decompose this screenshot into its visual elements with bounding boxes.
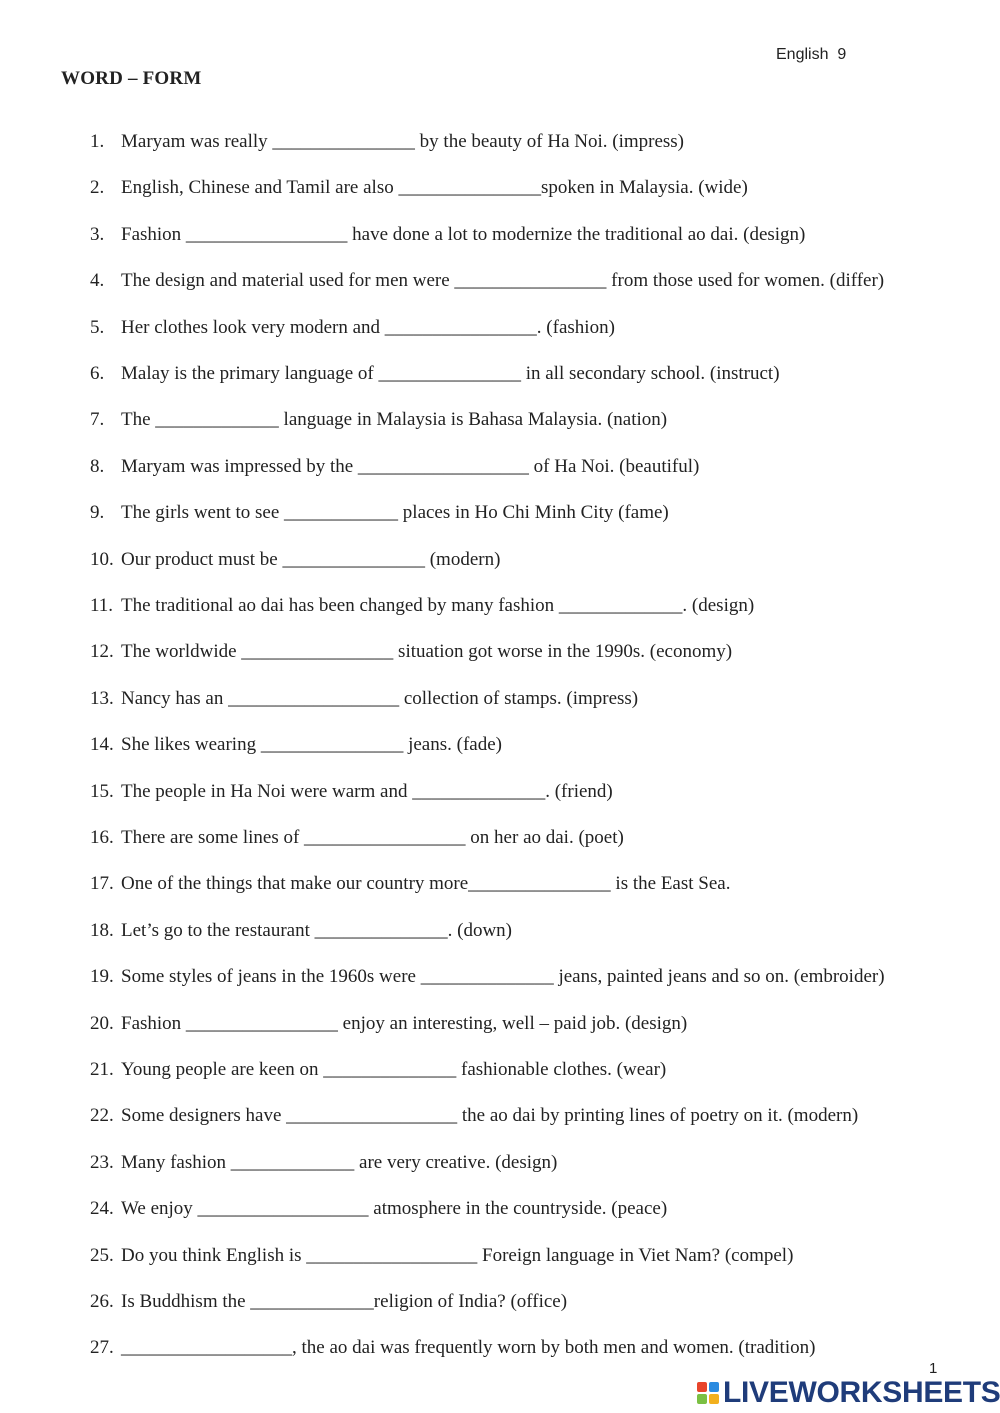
exercise-item xyxy=(90,687,990,711)
item-number: 1. xyxy=(90,131,105,152)
exercise-item xyxy=(90,826,990,850)
logo-square xyxy=(709,1394,719,1404)
item-sentence: English, Chinese and Tamil are also _______________spoken in Malaysia. (wide) xyxy=(121,177,748,198)
item-number: 22. xyxy=(90,1105,114,1126)
item-sentence: The worldwide ________________ situation got worse in the 1990s. (economy) xyxy=(121,641,733,662)
exercise-item xyxy=(90,1336,990,1360)
item-sentence: __________________, the ao dai was frequently worn by both men and women. (tradition) xyxy=(121,1337,816,1358)
exercise-item xyxy=(90,1104,990,1128)
item-sentence: Fashion _________________ have done a lot to modernize the traditional ao dai. (design) xyxy=(121,224,806,245)
item-sentence: We enjoy __________________ atmosphere in the countryside. (peace) xyxy=(121,1198,668,1219)
item-sentence: There are some lines of _________________ on her ao dai. (poet) xyxy=(121,827,624,848)
exercise-item xyxy=(90,130,990,154)
item-sentence: Her clothes look very modern and ________________. (fashion) xyxy=(121,317,615,338)
item-number: 18. xyxy=(90,920,114,941)
exercise-item xyxy=(90,1012,990,1036)
item-sentence: The traditional ao dai has been changed by many fashion _____________. (design) xyxy=(121,595,755,616)
item-number: 27. xyxy=(90,1337,114,1358)
exercise-item xyxy=(90,176,990,200)
exercise-item xyxy=(90,1244,990,1268)
item-sentence: Our product must be _______________ (modern) xyxy=(121,549,501,570)
item-sentence: Maryam was impressed by the __________________ of Ha Noi. (beautiful) xyxy=(121,456,700,477)
item-sentence: Young people are keen on ______________ fashionable clothes. (wear) xyxy=(121,1059,667,1080)
logo-square xyxy=(709,1382,719,1392)
item-sentence: The design and material used for men were ________________ from those used for women. (differ) xyxy=(121,270,885,291)
exercise-item xyxy=(90,780,990,804)
item-number: 26. xyxy=(90,1291,114,1312)
item-sentence: Maryam was really _______________ by the beauty of Ha Noi. (impress) xyxy=(121,131,685,152)
item-number: 8. xyxy=(90,456,105,477)
item-number: 10. xyxy=(90,549,114,570)
item-number: 13. xyxy=(90,688,114,709)
item-number: 5. xyxy=(90,317,105,338)
item-number: 6. xyxy=(90,363,105,384)
logo-square xyxy=(697,1382,707,1392)
exercise-item xyxy=(90,548,990,572)
item-sentence: Many fashion _____________ are very creative. (design) xyxy=(121,1152,558,1173)
item-number: 21. xyxy=(90,1059,114,1080)
exercise-item xyxy=(90,640,990,664)
item-number: 14. xyxy=(90,734,114,755)
exercise-item xyxy=(90,594,990,618)
subject-label: English 9 xyxy=(776,46,847,63)
liveworksheets-logo[interactable] xyxy=(697,1376,1000,1410)
exercise-item xyxy=(90,316,990,340)
item-number: 11. xyxy=(90,595,114,616)
item-number: 16. xyxy=(90,827,114,848)
logo-square xyxy=(697,1394,707,1404)
item-number: 7. xyxy=(90,409,105,430)
item-number: 20. xyxy=(90,1013,114,1034)
page-number: 1 xyxy=(929,1360,938,1377)
item-sentence: The girls went to see ____________ places in Ho Chi Minh City (fame) xyxy=(121,502,669,523)
exercise-item xyxy=(90,362,990,386)
exercise-item xyxy=(90,1058,990,1082)
exercise-item xyxy=(90,1197,990,1221)
item-sentence: Is Buddhism the _____________religion of India? (office) xyxy=(121,1291,568,1312)
item-sentence: Do you think English is __________________ Foreign language in Viet Nam? (compel) xyxy=(121,1245,794,1266)
item-number: 2. xyxy=(90,177,105,198)
exercise-item xyxy=(90,269,990,293)
item-number: 3. xyxy=(90,224,105,245)
exercise-item xyxy=(90,408,990,432)
item-sentence: Fashion ________________ enjoy an interesting, well – paid job. (design) xyxy=(121,1013,688,1034)
item-sentence: The people in Ha Noi were warm and ______________. (friend) xyxy=(121,781,613,802)
exercise-item xyxy=(90,1290,990,1314)
item-number: 12. xyxy=(90,641,114,662)
exercise-item xyxy=(90,733,990,757)
item-sentence: She likes wearing _______________ jeans. (fade) xyxy=(121,734,502,755)
item-number: 19. xyxy=(90,966,114,987)
item-number: 23. xyxy=(90,1152,114,1173)
exercise-item xyxy=(90,919,990,943)
item-sentence: The _____________ language in Malaysia is Bahasa Malaysia. (nation) xyxy=(121,409,668,430)
item-sentence: Nancy has an __________________ collection of stamps. (impress) xyxy=(121,688,639,709)
exercise-item xyxy=(90,872,990,896)
exercise-item xyxy=(90,223,990,247)
item-number: 24. xyxy=(90,1198,114,1219)
exercise-item xyxy=(90,455,990,479)
worksheet-title: WORD – FORM xyxy=(61,68,202,89)
item-number: 9. xyxy=(90,502,105,523)
item-number: 15. xyxy=(90,781,114,802)
item-sentence: Let’s go to the restaurant ______________. (down) xyxy=(121,920,513,941)
item-number: 25. xyxy=(90,1245,114,1266)
exercise-item xyxy=(90,501,990,525)
item-sentence: Some designers have __________________ the ao dai by printing lines of poetry on it. (modern) xyxy=(121,1105,859,1126)
item-number: 4. xyxy=(90,270,105,291)
item-sentence: One of the things that make our country more_______________ is the East Sea. xyxy=(121,873,731,894)
item-sentence: Malay is the primary language of _______________ in all secondary school. (instruct) xyxy=(121,363,780,384)
exercise-item xyxy=(90,1151,990,1175)
exercise-item xyxy=(90,965,990,989)
logo-text: LIVEWORKSHEETS xyxy=(723,1376,1000,1409)
logo-mark-icon xyxy=(697,1382,719,1404)
item-number: 17. xyxy=(90,873,114,894)
item-sentence: Some styles of jeans in the 1960s were ______________ jeans, painted jeans and so on. (embroider) xyxy=(121,966,885,987)
